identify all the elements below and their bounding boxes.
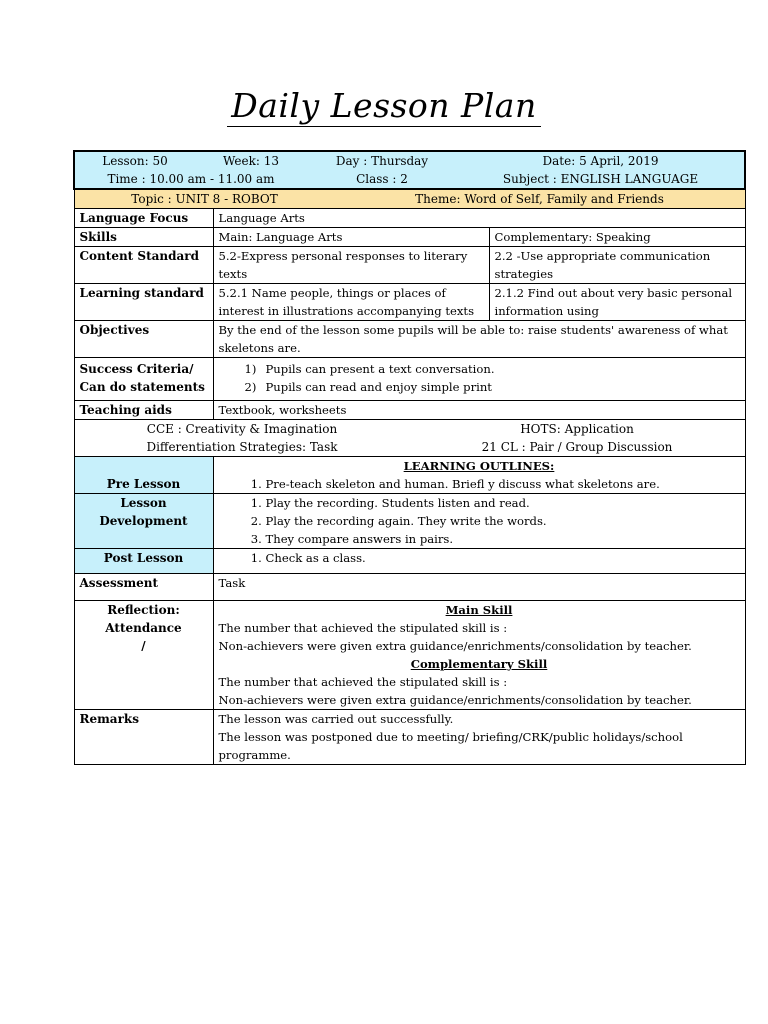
subject: Subject : ENGLISH LANGUAGE bbox=[502, 172, 699, 186]
topic: Topic : UNIT 8 - ROBOT bbox=[131, 192, 278, 206]
lesson-development-list bbox=[219, 494, 740, 548]
remarks-row bbox=[74, 710, 745, 765]
comp-non-achievers-text: Non-achievers were given extra guidance/enrichments/consolidation by teacher. bbox=[218, 693, 692, 707]
time: Time : 10.00 am - 11.00 am bbox=[107, 172, 275, 186]
page-title: Daily Lesson Plan bbox=[0, 86, 768, 127]
assessment-label: Assessment bbox=[74, 574, 213, 601]
content-standard-row bbox=[74, 247, 745, 284]
cce-row bbox=[74, 420, 745, 457]
teaching-aids-label: Teaching aids bbox=[74, 401, 213, 420]
assessment-value: Task bbox=[213, 574, 745, 601]
differentiation-value: Differentiation Strategies: Task bbox=[146, 440, 338, 454]
pre-lesson-row bbox=[74, 457, 745, 494]
list-item: 1. Play the recording. Students listen and read. bbox=[266, 494, 740, 512]
remarks-label: Remarks bbox=[74, 710, 213, 765]
lesson-development-row: Lesson Development 1. Play the recording. Students listen and read. 2. Play the recording again. They write the words. 3. They compare answers in pairs. bbox=[74, 494, 745, 549]
main-achieved-text: The number that achieved the stipulated skill is : bbox=[218, 621, 508, 635]
week-number: Week: 13 bbox=[223, 154, 279, 168]
language-focus-label: Language Focus bbox=[74, 209, 213, 228]
attendance-label: Attendance bbox=[105, 621, 182, 635]
main-non-achievers-text: Non-achievers were given extra guidance/enrichments/consolidation by teacher. bbox=[218, 639, 692, 653]
learning-outlines-heading: LEARNING OUTLINES: bbox=[403, 459, 555, 473]
lesson-plan-table bbox=[73, 150, 746, 765]
date: Date: 5 April, 2019 bbox=[542, 154, 659, 168]
learning-standard-complementary: 2.1.2 Find out about very basic personal information using bbox=[489, 284, 745, 321]
remarks-line-2: The lesson was postponed due to meeting/ briefing/CRK/public holidays/school programme. bbox=[218, 730, 683, 762]
post-lesson-row bbox=[74, 549, 745, 574]
can-do-label: Can do statements bbox=[79, 380, 205, 394]
class: Class : 2 bbox=[356, 172, 408, 186]
post-lesson-list bbox=[219, 549, 740, 567]
topic-row bbox=[74, 189, 745, 209]
post-lesson-label: Post Lesson bbox=[74, 549, 213, 574]
reflection-row: Reflection: Attendance / Main Skill The number that achieved the stipulated skill is : Non-achievers were given extra guidance/enrichments/consolidation by teacher. Complementary Skill The number that achieved the stipulated skill is : Non-achievers were given extra guidance/enrichments/consolidation by teacher. bbox=[74, 601, 745, 710]
learning-standard-main: 5.2.1 Name people, things or places of interest in illustrations accompanying texts bbox=[213, 284, 489, 321]
skills-label: Skills bbox=[74, 228, 213, 247]
main-skill-heading: Main Skill bbox=[445, 603, 513, 617]
day: Day : Thursday bbox=[335, 154, 429, 168]
objectives-row bbox=[74, 321, 745, 358]
content-standard-complementary: 2.2 -Use appropriate communication strategies bbox=[489, 247, 745, 284]
success-criteria-list bbox=[219, 360, 740, 396]
objectives-label: Objectives bbox=[74, 321, 213, 358]
success-criteria-row bbox=[74, 358, 745, 401]
cce-value: CCE : Creativity & Imagination bbox=[146, 422, 338, 436]
list-item: 2) Pupils can read and enjoy simple print bbox=[244, 380, 492, 394]
skills-main: Main: Language Arts bbox=[213, 228, 489, 247]
complementary-skill-heading: Complementary Skill bbox=[410, 657, 548, 671]
learning-standard-label: Learning standard bbox=[74, 284, 213, 321]
reflection-label: Reflection: bbox=[107, 603, 180, 617]
list-item: 1. Pre-teach skeleton and human. Briefl y discuss what skeletons are. bbox=[266, 475, 740, 493]
pre-lesson-label: Pre Lesson bbox=[74, 457, 213, 494]
content-standard-label: Content Standard bbox=[74, 247, 213, 284]
teaching-aids-row bbox=[74, 401, 745, 420]
list-item: 2. Play the recording again. They write the words. bbox=[266, 512, 740, 530]
theme: Theme: Word of Self, Family and Friends bbox=[415, 192, 664, 206]
pre-lesson-list bbox=[219, 475, 740, 493]
hots-value: HOTS: Application bbox=[520, 422, 634, 436]
language-focus-value: Language Arts bbox=[213, 209, 745, 228]
lesson-number: Lesson: 50 bbox=[102, 154, 168, 168]
content-standard-main: 5.2-Express personal responses to literary texts bbox=[213, 247, 489, 284]
skills-row bbox=[74, 228, 745, 247]
skills-complementary: Complementary: Speaking bbox=[489, 228, 745, 247]
list-item: 1) Pupils can present a text conversation. bbox=[244, 362, 495, 376]
teaching-aids-value: Textbook, worksheets bbox=[213, 401, 745, 420]
language-focus-row bbox=[74, 209, 745, 228]
comp-achieved-text: The number that achieved the stipulated skill is : bbox=[218, 675, 508, 689]
lesson-development-label: Lesson bbox=[120, 496, 167, 510]
objectives-value: By the end of the lesson some pupils will be able to: raise students' awareness of what skeletons are. bbox=[213, 321, 745, 358]
assessment-row bbox=[74, 574, 745, 601]
learning-standard-row bbox=[74, 284, 745, 321]
header-row bbox=[74, 151, 745, 189]
remarks-line-1: The lesson was carried out successfully. bbox=[218, 712, 454, 726]
cl-value: 21 CL : Pair / Group Discussion bbox=[481, 440, 673, 454]
list-item: 1. Check as a class. bbox=[266, 549, 740, 567]
list-item: 3. They compare answers in pairs. bbox=[266, 530, 740, 548]
success-criteria-label: Success Criteria/ bbox=[79, 362, 194, 376]
